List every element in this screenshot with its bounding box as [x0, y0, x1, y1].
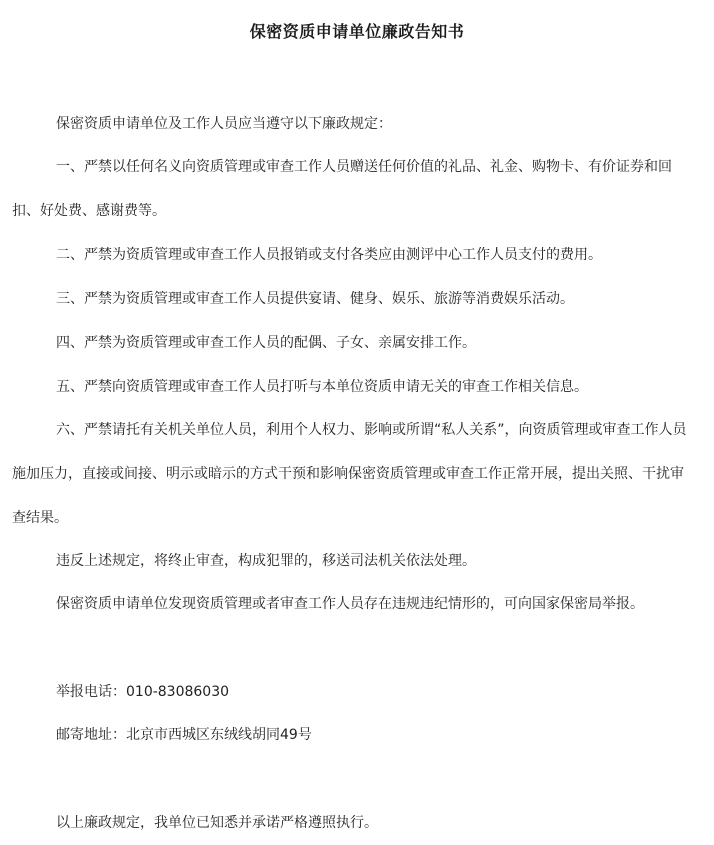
rule-5: 五、严禁向资质管理或审查工作人员打听与本单位资质申请无关的审查工作相关信息。 [56, 379, 588, 395]
rule-2: 二、严禁为资质管理或审查工作人员报销或支付各类应由测评中心工作人员支付的费用。 [56, 247, 602, 263]
closing-statement: 以上廉政规定，我单位已知悉并承诺严格遵照执行。 [56, 815, 378, 831]
rule-4: 四、严禁为资质管理或审查工作人员的配偶、子女、亲属安排工作。 [56, 335, 476, 351]
report-note-paragraph: 保密资质申请单位发现资质管理或者审查工作人员存在违规违纪情形的，可向国家保密局举报。 [56, 596, 644, 612]
mailing-address: 邮寄地址：北京市西城区东绒线胡同49号 [56, 727, 312, 743]
rule-1: 一、严禁以任何名义向资质管理或审查工作人员赠送任何价值的礼品、礼金、购物卡、有价证券和回扣、好处费、感谢费等。 [12, 159, 672, 219]
report-phone: 举报电话：010-83086030 [56, 684, 230, 700]
intro-paragraph: 保密资质申请单位及工作人员应当遵守以下廉政规定： [56, 116, 392, 132]
rule-3: 三、严禁为资质管理或审查工作人员提供宴请、健身、娱乐、旅游等消费娱乐活动。 [56, 291, 574, 307]
penalty-paragraph: 违反上述规定，将终止审查，构成犯罪的，移送司法机关依法处理。 [56, 553, 476, 569]
document-title: 保密资质申请单位廉政告知书 [249, 22, 465, 41]
rule-6: 六、严禁请托有关机关单位人员，利用个人权力、影响或所谓“私人关系”，向资质管理或审查工作人员施加压力，直接或间接、明示或暗示的方式干预和影响保密资质管理或审查工作正常开展，提出关照、干扰审查结果。 [12, 422, 687, 526]
